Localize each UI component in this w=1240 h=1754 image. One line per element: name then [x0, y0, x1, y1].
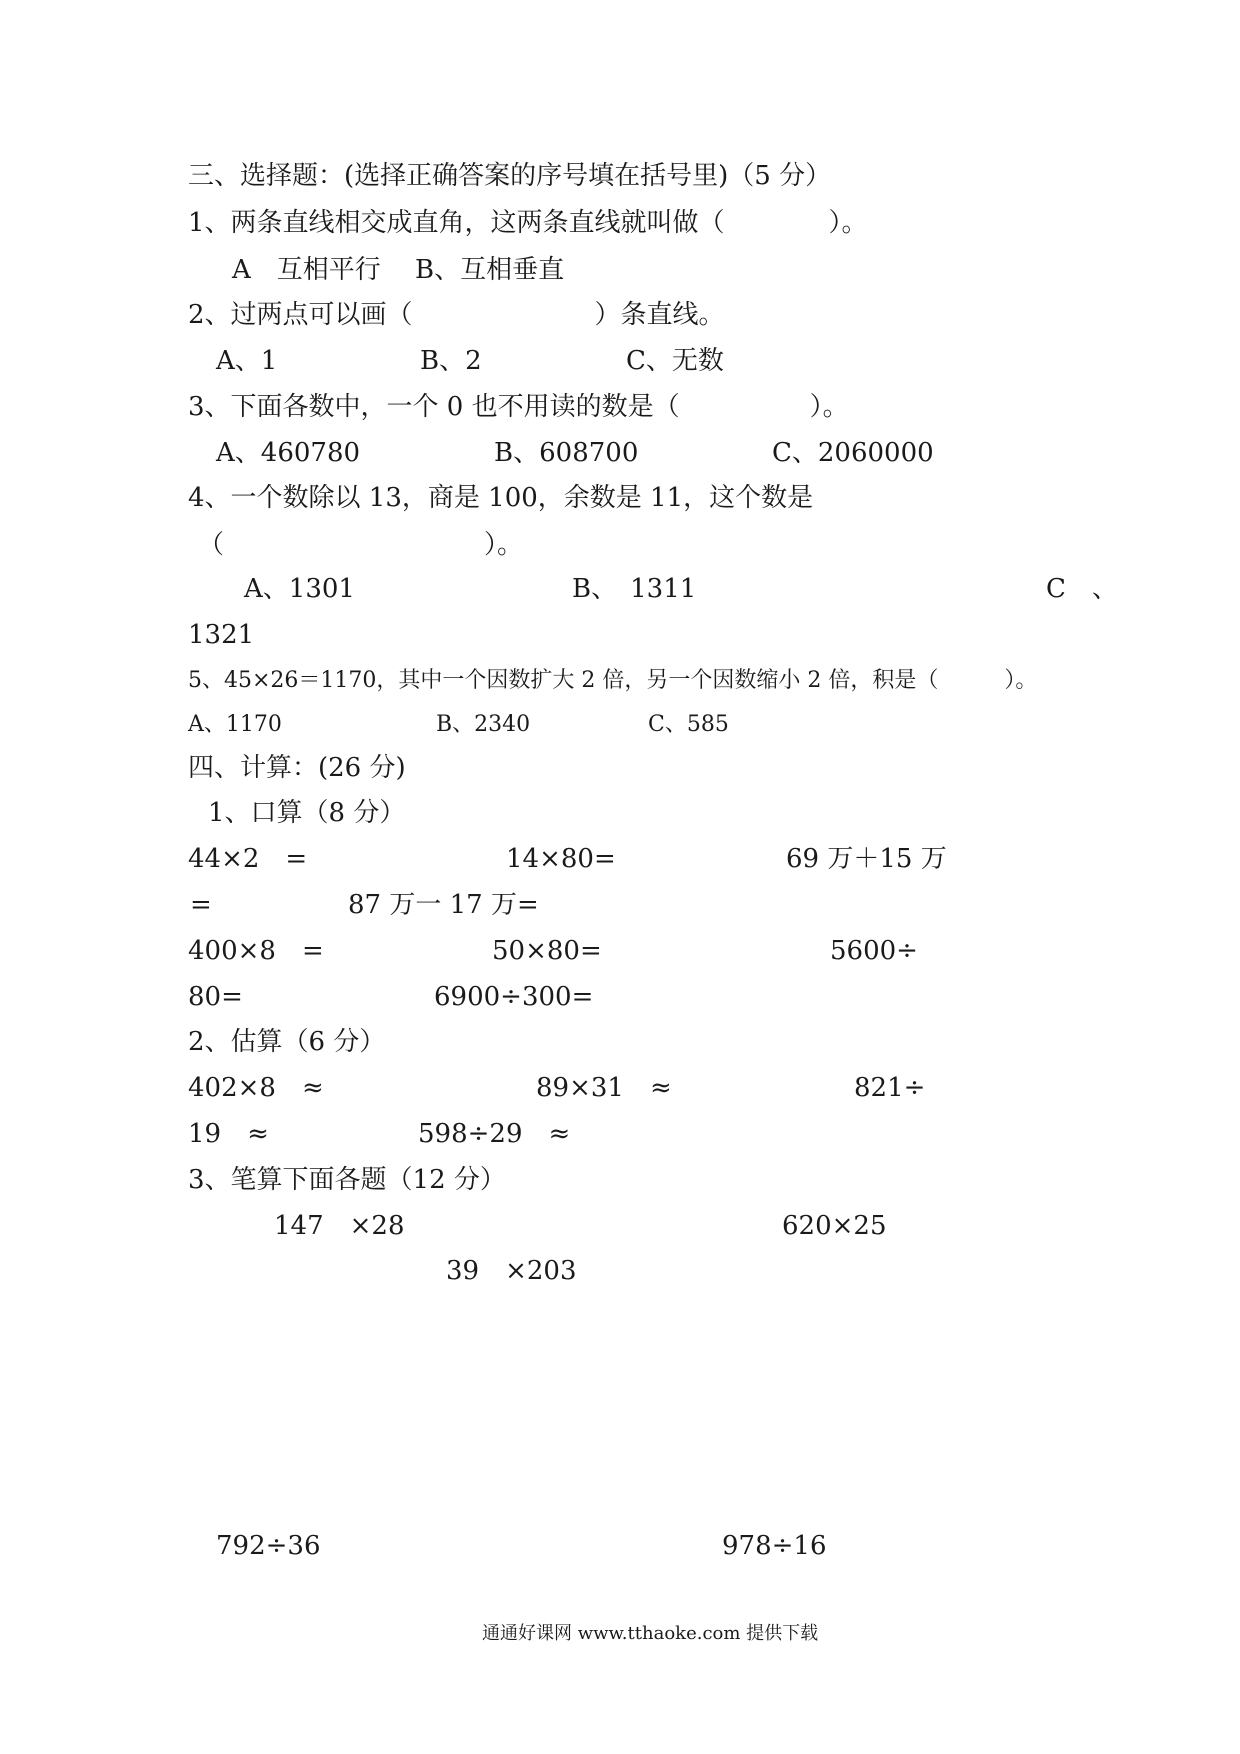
question-3-option-c: C、2060000: [772, 438, 934, 468]
written-calc-title: 3、笔算下面各题（12 分）: [188, 1165, 506, 1195]
question-4-blank: （ ）。: [198, 530, 524, 560]
question-4: 4、一个数除以 13，商是 100，余数是 11，这个数是: [188, 483, 814, 513]
question-5: 5、45×26＝1170，其中一个因数扩大 2 倍，另一个因数缩小 2 倍，积是（ ）。: [188, 668, 1038, 693]
oral-item: 50×80=: [492, 936, 602, 966]
estimate-item: 598÷29 ≈: [418, 1119, 571, 1149]
question-1: 1、两条直线相交成直角，这两条直线就叫做（ ）。: [188, 208, 868, 238]
oral-item: 87 万一 17 万=: [348, 890, 539, 920]
estimate-item: 19 ≈: [188, 1119, 269, 1149]
oral-item: 69 万＋15 万: [786, 844, 947, 874]
written-problem: 147 ×28: [274, 1211, 405, 1241]
question-4-option-a: A、1301: [244, 574, 355, 604]
question-2: 2、过两点可以画（ ）条直线。: [188, 300, 725, 330]
estimate-title: 2、估算（6 分）: [188, 1027, 386, 1057]
written-problem: 978÷16: [722, 1531, 827, 1561]
written-problem: 792÷36: [216, 1531, 321, 1561]
question-1-options: A 互相平行 B、互相垂直: [232, 255, 565, 285]
oral-item: 6900÷300=: [434, 982, 594, 1012]
oral-item: 44×2 =: [188, 844, 308, 874]
section4-heading: 四、计算：(26 分): [188, 753, 406, 783]
question-3-option-a: A、460780: [216, 438, 361, 468]
question-2-option-a: A、1: [216, 346, 278, 376]
oral-calc-title: 1、口算（8 分）: [208, 798, 406, 828]
written-problem: 620×25: [782, 1211, 887, 1241]
question-3-option-b: B、608700: [494, 438, 639, 468]
question-3: 3、下面各数中，一个 0 也不用读的数是（ ）。: [188, 392, 849, 422]
section3-heading: 三、选择题：(选择正确答案的序号填在括号里)（5 分）: [188, 161, 832, 191]
oral-item: 80=: [188, 982, 243, 1012]
question-4-option-c-value: 1321: [188, 620, 255, 650]
question-4-option-b: B、 1311: [572, 574, 697, 604]
written-problem: 39 ×203: [446, 1256, 577, 1286]
oral-item: 5600÷: [830, 936, 918, 966]
question-4-option-c: C 、: [1046, 574, 1118, 604]
estimate-item: 402×8 ≈: [188, 1073, 324, 1103]
oral-item: =: [190, 890, 212, 920]
question-2-option-b: B、2: [420, 346, 482, 376]
question-5-option-b: B、2340: [436, 712, 531, 737]
footer-source-note: 通通好课网 www.tthaoke.com 提供下载: [482, 1623, 819, 1644]
oral-item: 14×80=: [506, 844, 616, 874]
oral-item: 400×8 =: [188, 936, 324, 966]
estimate-item: 821÷: [854, 1073, 926, 1103]
estimate-item: 89×31 ≈: [536, 1073, 672, 1103]
question-5-option-a: A、1170: [188, 712, 282, 737]
question-5-option-c: C、585: [648, 712, 729, 737]
question-2-option-c: C、无数: [626, 346, 724, 376]
